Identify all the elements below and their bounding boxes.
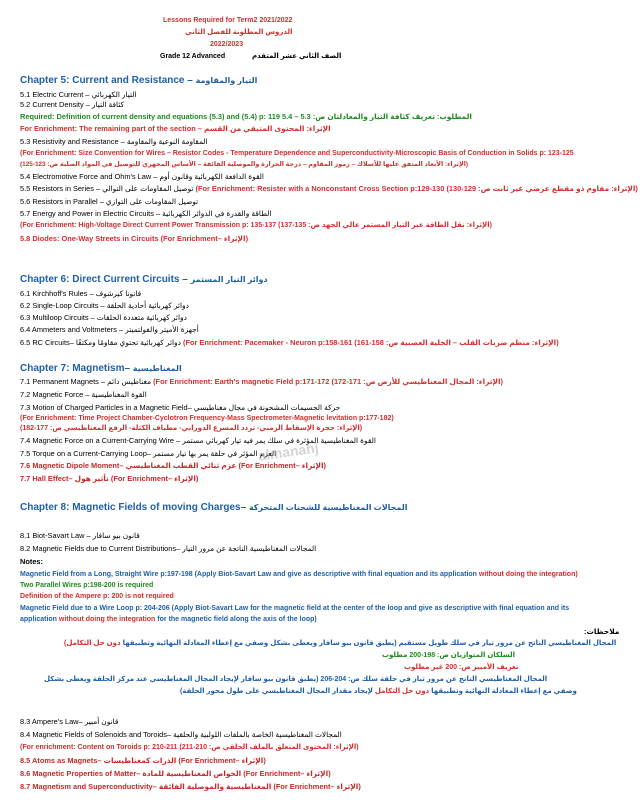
section-5-3-en: 5.3 Resistivity and Resistance – [20,137,125,146]
section-5-2-en: 5.2 Current Density – [20,100,90,109]
section-6-3-ar: دوائر كهربائية متعددة الحلقات [96,313,187,322]
section-8-5-ar: الذرات كمغناطيسات [103,756,177,765]
section-5-2-enrichment [20,125,331,134]
section-6-5-enrichment-en: (For Enrichment: Pacemaker - Neuron p:158-161 [182,338,353,347]
note-3: Definition of the Ampere p: 200 is not required [20,593,174,600]
section-5-4 [20,173,264,182]
section-7-4-en: 7.4 Magnetic Force on a Current-Carrying Wire – [20,436,181,445]
section-8-7-enrichment-en: (For Enrichment– [273,782,335,791]
section-8-2-en: 8.2 Magnetic Fields due to Current Distributions– [20,544,181,553]
section-5-8-en: 5.8 Diodes: One-Way Streets in Circuits (For Enrichment– [20,234,222,243]
section-5-5-ar: توصيل المقاومات على التوالي [102,184,194,193]
section-8-6-enrichment-ar: (الإثراء [306,769,331,778]
section-5-2-required-ar: المطلوب: تعريف كثافة التيار والمعادلتان [327,112,472,121]
section-6-2-en: 6.2 Single-Loop Circuits – [20,301,105,310]
section-7-6-ar: عزم ثنائي القطب المغناطيسي [125,461,237,470]
section-7-5 [20,450,276,459]
section-7-4 [20,437,376,446]
section-5-7 [20,210,271,219]
chapter-7-heading [20,363,182,375]
section-8-4 [20,731,342,740]
section-7-3-enrichment-ar: (الإثراء: حجرة الإسقاط الزمني- تردد المسرع الدوراني- مطياف الكتلة- الرفع المغناطيسي ص: 177-182) [20,425,363,432]
section-5-7-enrichment-en: (For Enrichment: High-Voltage Direct Current Power Transmission p: 135-137 [20,222,277,229]
note-1-text: Magnetic Field from a Long, Straight Wire p:197-198 (Apply Biot-Savart Law and give as descriptive with final equation and its application [20,571,477,578]
section-6-3-en: 6.3 Multiloop Circuits – [20,313,95,322]
section-7-5-ar: العزم المؤثر في حلقة يمر بها تيار مستمر [152,449,277,458]
section-8-1 [20,532,140,541]
section-7-7 [20,475,198,484]
section-5-8 [20,235,248,244]
header-year: 2022/2023 [210,41,244,48]
note-5-emphasis: without doing the integration [58,616,156,623]
section-7-3-ar: حركة الجسيمات المشحونة في مجال مغناطيسي [193,403,341,412]
section-5-2-required [20,113,472,122]
section-7-3-enrichment-en: (For Enrichment: Time Project Chamber-Cyclotron Frequency-Mass Spectrometer-Magnetic levitation p:177-182) [20,415,394,422]
section-5-1-en: 5.1 Electric Current – [20,90,90,99]
chapter-5-title: Chapter 5: Current and Resistance – [20,75,193,86]
section-5-3-ar: المقاومة النوعية والمقاومة [126,137,208,146]
section-5-7-enrichment [20,222,492,230]
chapter-5-title-ar: التيار والمقاومة [195,76,258,85]
note-ar-5 [180,688,577,696]
section-7-1-enrichment-en: (For Enrichment: Earth's magnetic Field p:171-172 [153,377,330,386]
section-5-6-en: 5.6 Resistors in Parallel – [20,197,104,206]
section-7-3 [20,404,340,413]
note-ar-1 [64,640,616,648]
chapter-6-title: Chapter 6: Direct Current Circuits – [20,274,188,285]
section-8-6 [20,770,331,779]
section-8-1-ar: قانون بيو سافار [92,531,140,540]
section-5-3 [20,138,208,147]
note-ar-1-text: المجال المغناطيسي الناتج عن مرور تيار في سلك طويل مستقيم (يطبق قانون بيو سافار ويعطى بشكل وصفي مع إعطاء المعادلة النهائية وتطبيقها [122,640,617,647]
section-6-1 [20,290,141,299]
section-6-4 [20,326,199,335]
section-7-4-ar: القوة المغناطيسية المؤثرة في سلك يمر فيه تيار كهربائي مستمر [182,436,376,445]
section-5-7-en: 5.7 Energy and Power in Electric Circuits – [20,209,161,218]
section-8-5-enrichment-ar: (الإثراء [241,756,266,765]
section-7-3-en: 7.3 Motion of Charged Particles in a Magnetic Field– [20,403,192,412]
note-ar-2: السلكان المتوازيان ص: 198-200 مطلوب [382,652,516,659]
section-6-5-en: 6.5 RC Circuits– [20,338,74,347]
section-5-5-en: 5.5 Resistors in Series – [20,184,101,193]
section-8-7 [20,783,361,792]
note-4: Magnetic Field due to a Wire Loop p: 204-206 (Apply Biot-Savart Law for the magnetic field at the center of the loop and give as descriptive with final equation and its [20,605,570,612]
section-7-2-ar: القوة المغناطيسية [91,390,147,399]
chapter-6-heading [20,274,268,286]
section-8-4-enrichment [20,744,359,752]
section-5-7-ar: الطاقة والقدرة في الدوائر الكهربائية [162,209,272,218]
chapter-8-title: Chapter 8: Magnetic Fields of moving Charges– [20,502,247,513]
section-7-6-en: 7.6 Magnetic Dipole Moment– [20,461,124,470]
section-5-7-enrichment-ar: (الإثراء: نقل الطاقة عبر التيار المستمر عالي الجهد ص: 135-137) [278,222,492,229]
section-6-5 [20,339,559,348]
section-7-7-enrichment-en: (For Enrichment– [110,474,173,483]
header-grade-en: Grade 12 Advanced [160,53,226,60]
section-5-1-ar: التيار الكهربائي [91,90,137,99]
section-8-5 [20,757,266,766]
note-1-emphasis: without doing the integration) [478,571,578,578]
section-8-4-enrichment-ar: (الإثراء: المحتوى المتعلق بالملف الحلقي ص: 210-211) [179,744,359,751]
section-7-2-en: 7.2 Magnetic Force – [20,390,90,399]
section-6-3 [20,314,187,323]
note-ar-5-emphasis: دون حل التكامل [374,688,430,695]
section-5-2-enrichment-ar: الإثراء: المحتوى المتبقي من القسم [203,124,331,133]
note-2: Two Parallel Wires p:198-200 is required [20,582,154,589]
watermark: almanahj [257,439,320,464]
section-8-7-enrichment-ar: (الإثراء [336,782,361,791]
section-7-1-ar: مغناطيس دائم [107,377,152,386]
section-8-3 [20,718,118,727]
section-7-5-en: 7.5 Torque on a Current-Carrying Loop– [20,449,151,458]
header-title-ar: الدروس المطلوبة للفصل الثاني [185,29,293,36]
chapter-7-title-ar: المغناطيسية [132,364,182,373]
section-8-6-ar: الخواص المغناطيسية للمادة [142,769,242,778]
section-5-4-ar: القوة الدافعة الكهربائية وقانون أوم [159,172,264,181]
section-7-6-enrichment-en: (For Enrichment– [238,461,300,470]
section-8-3-en: 8.3 Ampere's Law– [20,717,83,726]
section-5-6 [20,198,198,207]
section-7-1-enrichment-ar: (الإثراء: المجال المغناطيسي للأرض ص: 171-172) [331,377,503,386]
section-5-8-ar: (الإثراء [223,234,249,243]
section-5-2-required-en: Required: Definition of current density and equations (5.3) and (5.4) p: 119 ص: 5.3 – 5.4 [20,112,326,121]
section-8-2-ar: المجالات المغناطيسية الناتجة عن مرور التيار [182,544,317,553]
note-ar-4: المجال المغناطيسي الناتج عن مرور تيار في حلقة سلك ص: 204-206 (يطبق قانون بيو سافار لإيجاد المجال المغناطيسي عند مركز الحلقة ويعطى بشكل [44,676,548,683]
section-7-6-enrichment-ar: (الإثراء [301,461,326,470]
section-5-5 [20,185,638,194]
section-8-7-ar: المغناطيسية والموصلية الفائقة [158,782,272,791]
section-5-3-enrichment-ar: (الإثراء: الأبعاد المتفق عليها للأسلاك – رموز المقاوم – درجة الحرارة والموصلية الفائقة – الأساس المجهري للتوصيل في المواد الصلبة ص: 123-125) [20,161,469,168]
section-7-1-en: 7.1 Permanent Magnets – [20,377,106,386]
section-5-2-enrichment-en: For Enrichment: The remaining part of the section – [20,124,202,133]
section-7-6 [20,462,326,471]
section-8-4-en: 8.4 Magnetic Fields of Solenoids and Toroids– [20,730,172,739]
section-6-5-enrichment-ar: (الإثراء: منظم ضربات القلب – الخلية العصبية ص: 158-161) [354,338,559,347]
section-5-1 [20,91,137,100]
section-7-7-enrichment-ar: (الإثراء [174,474,199,483]
section-6-4-en: 6.4 Ammeters and Voltmeters – [20,325,124,334]
chapter-6-title-ar: دوائر التيار المستمر [190,275,268,284]
note-ar-5-tail: لإيجاد مقدار المجال المغناطيسي على طول محور الحلقة) [180,688,373,695]
note-ar-3: تعريف الأمبير ص: 200 غير مطلوب [404,664,519,671]
section-5-3-enrichment-en: (For Enrichment: Size Convention for Wires – Resistor Codes - Temperature Dependence and Superconductivity-Microscopic Basis of Conduction in Solids p: 123-125 [20,150,574,157]
section-8-6-enrichment-en: (For Enrichment– [243,769,305,778]
header-grade-ar: الصف الثاني عشر المتقدم [252,53,342,60]
note-1 [20,571,578,579]
section-5-5-enrichment-ar: (الإثراء: مقاوم ذو مقطع عرضي غير ثابت ص: 129-130) [446,184,638,193]
section-6-2 [20,302,189,311]
section-6-1-ar: قانونا كيرشوف [95,289,142,298]
section-6-4-ar: أجهزة الأميتر والفولتميتر [125,325,199,334]
chapter-5-heading [20,75,257,87]
section-8-3-ar: قانون أمبير [84,717,119,726]
note-5-text: application [20,616,57,623]
section-8-1-en: 8.1 Biot-Savart Law – [20,531,91,540]
notes-label-ar: ملاحظات: [584,627,620,636]
section-6-5-ar: دوائر كهربائية تحتوي مقاومًا ومكثفًا [75,338,181,347]
section-8-6-en: 8.6 Magnetic Properties of Matter– [20,769,141,778]
section-8-4-ar: المجالات المغناطيسية الخاصة بالملفات اللولبية والحلقية [173,730,342,739]
section-5-5-enrichment-en: (For Enrichment: Resister with a Nonconstant Cross Section p:129-130 [195,184,445,193]
note-ar-5-text: وصفي مع إعطاء المعادلة النهائية وتطبيقها [431,688,577,695]
section-8-4-enrichment-en: (For enrichment: Content on Toroids p: 210-211 [20,744,178,751]
chapter-8-title-ar: المجالات المغناطيسية للشحنات المتحركة [248,503,408,512]
chapter-7-title: Chapter 7: Magnetism– [20,363,131,374]
section-5-2 [20,101,124,110]
note-ar-1-emphasis: دون حل التكامل) [64,640,121,647]
header-title-en: Lessons Required for Term2 2021/2022 [163,17,293,24]
section-8-2 [20,545,316,554]
section-8-5-enrichment-en: (For Enrichment– [178,756,240,765]
note-5 [20,616,317,624]
section-5-2-ar: كثافة التيار [91,100,125,109]
section-8-7-en: 8.7 Magnetism and Superconductivity– [20,782,157,791]
section-5-6-ar: توصيل المقاومات على التوازي [105,197,199,206]
section-5-4-en: 5.4 Electromotive Force and Ohm's Law – [20,172,158,181]
notes-label: Notes: [20,557,43,566]
section-6-1-en: 6.1 Kirchhoff's Rules – [20,289,94,298]
section-7-2 [20,391,147,400]
section-6-2-ar: دوائر كهربائية أحادية الحلقة [106,301,189,310]
section-7-7-en: 7.7 Hall Effect– [20,474,73,483]
section-7-1 [20,378,503,387]
note-5-tail: for the magnetic field along the axis of the loop) [157,616,317,623]
section-7-7-ar: تأثير هول [74,474,109,483]
chapter-8-heading [20,502,408,514]
section-8-5-en: 8.5 Atoms as Magnets– [20,756,102,765]
